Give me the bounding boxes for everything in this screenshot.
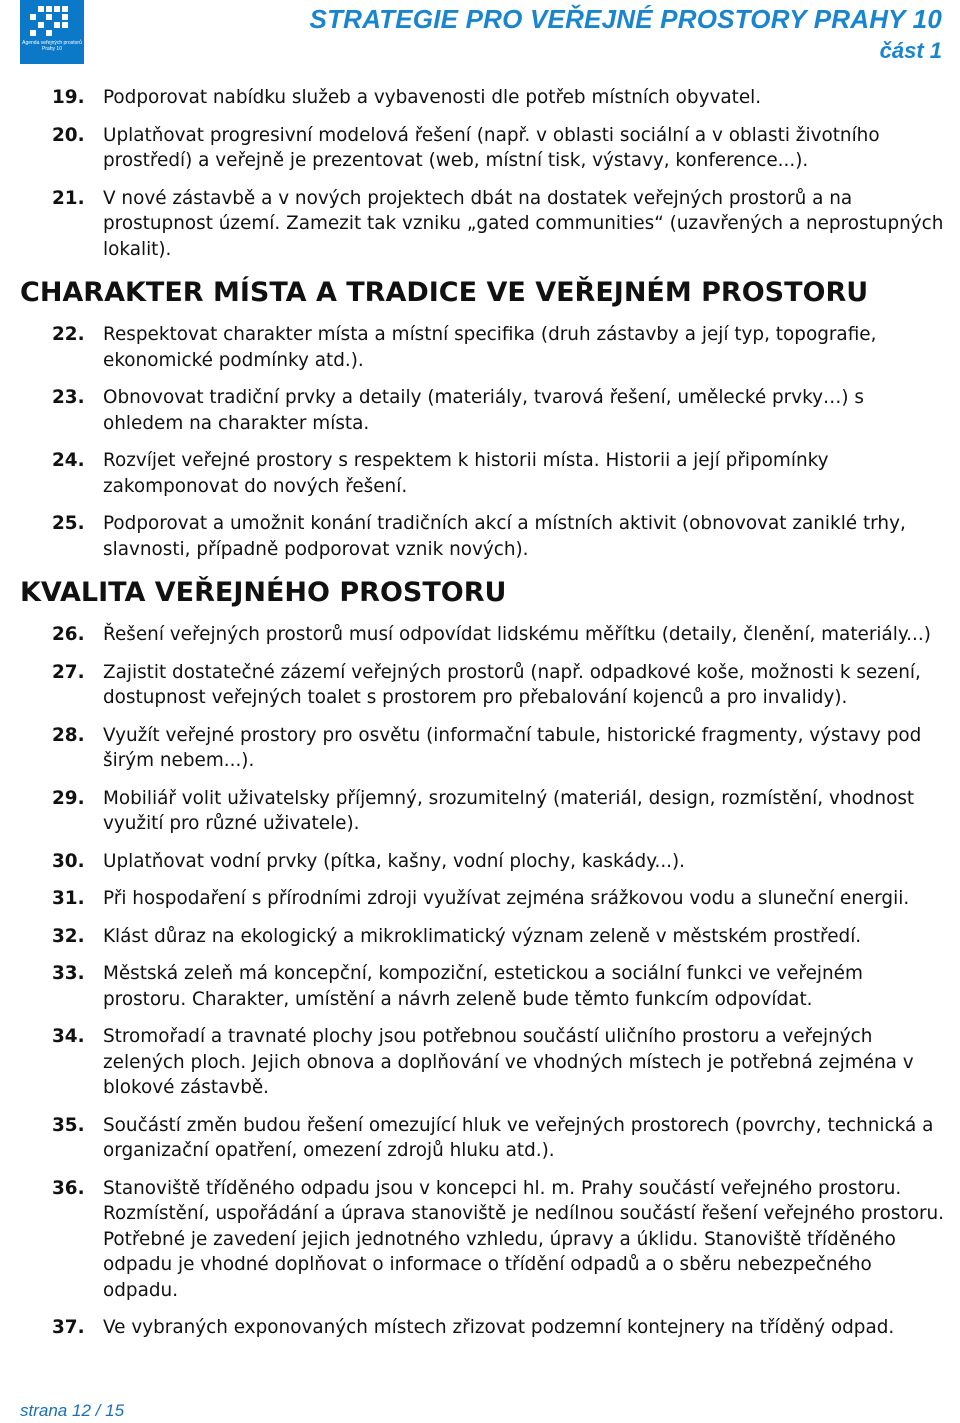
list-item <box>20 1024 945 1101</box>
item-text: Podporovat a umožnit konání tradičních akcí a místních aktivit (obnovovat zaniklé trhy, slavnosti, případně podporovat vznik nových). <box>103 513 906 560</box>
item-text: Využít veřejné prostory pro osvětu (informační tabule, historické fragmenty, výstavy pod širým nebem...). <box>103 724 922 771</box>
page-separator: / <box>95 1401 101 1420</box>
item-number: 25. <box>52 513 85 534</box>
item-number: 37. <box>52 1317 85 1338</box>
section-heading-charakter: CHARAKTER MÍSTA A TRADICE VE VEŘEJNÉM PROSTORU <box>20 277 869 308</box>
list-item <box>20 786 945 837</box>
list-item <box>20 723 945 774</box>
item-text: Klást důraz na ekologický a mikroklimatický význam zeleně v městském prostředí. <box>103 925 862 947</box>
document-body <box>20 85 945 1353</box>
item-number: 27. <box>52 661 85 683</box>
item-text: Součástí změn budou řešení omezující hluk ve veřejných prostorech (povrchy, technická a organizační opatření, omezení zdrojů hluku atd.). <box>103 1114 934 1161</box>
document-title: STRATEGIE PRO VEŘEJNÉ PROSTORY PRAHY 10 <box>309 4 942 34</box>
list-item <box>20 849 945 875</box>
item-number: 24. <box>52 450 85 471</box>
item-text: Podporovat nabídku služeb a vybavenosti dle potřeb místních obyvatel. <box>103 87 762 108</box>
list-item <box>20 622 945 648</box>
list-item <box>20 660 945 711</box>
item-number: 22. <box>52 324 85 345</box>
item-number: 26. <box>52 624 85 645</box>
list-a <box>20 85 945 262</box>
list-c <box>20 622 945 1341</box>
list-item <box>20 85 945 111</box>
item-number: 36. <box>52 1177 85 1199</box>
list-b <box>20 322 945 562</box>
item-text: Mobiliář volit uživatelsky příjemný, srozumitelný (materiál, design, rozmístění, vhodnost využití pro různé uživatele). <box>103 787 915 834</box>
list-item <box>20 511 945 562</box>
item-number: 35. <box>52 1114 85 1136</box>
list-item <box>20 1176 945 1304</box>
list-item <box>20 886 945 912</box>
list-item <box>20 448 945 499</box>
list-item <box>20 1113 945 1164</box>
logo-grid-icon <box>20 0 84 40</box>
page-number <box>20 1401 124 1421</box>
logo <box>20 0 84 64</box>
list-item <box>20 961 945 1012</box>
item-number: 20. <box>52 124 85 146</box>
page-label: strana <box>20 1401 68 1420</box>
page-current: 12 <box>71 1401 91 1420</box>
list-item <box>20 186 945 263</box>
list-item <box>20 385 945 436</box>
item-number: 32. <box>52 925 85 947</box>
list-item <box>20 322 945 373</box>
item-text: Zajistit dostatečné zázemí veřejných prostorů (např. odpadkové koše, možnosti k sezení, dostupnost veřejných toalet s prostorem pro přebalování kojenců a pro invalidy). <box>103 661 921 708</box>
item-text: V nové zástavbě a v nových projektech dbát na dostatek veřejných prostorů a na prostupnost území. Zamezit tak vzniku „gated communities“ (uzavřených a neprostupných lokalit). <box>103 187 944 260</box>
item-number: 31. <box>52 888 85 909</box>
item-number: 30. <box>52 850 85 872</box>
item-number: 19. <box>52 87 85 108</box>
item-number: 28. <box>52 724 85 746</box>
item-text: Stanoviště tříděného odpadu jsou v koncepci hl. m. Prahy součástí veřejného prostoru. Rozmístění, uspořádání a úprava stanoviště je nedílnou součástí řešení veřejného prostoru. Potřebné je zavedení jejich jednotného vzhledu, úpravy a úklidu. Stanoviště tříděného odpadu je vhodné doplňovat o informace o třídění odpadů a o sběru nebezpečného odpadu. <box>103 1177 945 1301</box>
item-number: 21. <box>52 187 85 209</box>
item-text: Uplatňovat vodní prvky (pítka, kašny, vodní plochy, kaskády...). <box>103 850 686 872</box>
list-item <box>20 123 945 174</box>
item-text: Uplatňovat progresivní modelová řešení (např. v oblasti sociální a v oblasti životního prostředí) a veřejně je prezentovat (web, místní tisk, výstavy, konference...). <box>103 124 880 171</box>
list-item <box>20 924 945 950</box>
item-number: 34. <box>52 1026 85 1047</box>
list-item <box>20 1315 945 1341</box>
logo-text: Agenda veřejných prostorů Prahy 10 <box>22 40 82 52</box>
section-heading-kvalita: KVALITA VEŘEJNÉHO PROSTORU <box>20 577 507 608</box>
item-number: 29. <box>52 787 85 809</box>
page-total: 15 <box>105 1401 125 1420</box>
item-number: 23. <box>52 387 85 408</box>
item-text: Stromořadí a travnaté plochy jsou potřebnou součástí uličního prostoru a veřejných zelených ploch. Jejich obnova a doplňování ve vhodných místech je potřebná zejména v blokové zástavbě. <box>103 1026 914 1098</box>
item-text: Při hospodaření s přírodními zdroji využívat zejména srážkovou vodu a sluneční energii. <box>103 888 910 909</box>
item-text: Ve vybraných exponovaných místech zřizovat podzemní kontejnery na tříděný odpad. <box>103 1317 895 1338</box>
item-text: Obnovovat tradiční prvky a detaily (materiály, tvarová řešení, umělecké prvky…) s ohledem na charakter místa. <box>103 387 864 434</box>
item-text: Řešení veřejných prostorů musí odpovídat lidskému měřítku (detaily, členění, materiály...) <box>103 624 931 645</box>
item-number: 33. <box>52 963 85 984</box>
item-text: Rozvíjet veřejné prostory s respektem k historii místa. Historii a její připomínky zakomponovat do nových řešení. <box>103 450 829 497</box>
item-text: Městská zeleň má koncepční, kompoziční, estetickou a sociální funkci ve veřejném prostoru. Charakter, umístění a návrh zeleně bude těmto funkcím odpovídat. <box>103 963 863 1010</box>
document-part: část 1 <box>879 38 942 63</box>
item-text: Respektovat charakter místa a místní specifika (druh zástavby a její typ, topografie, ekonomické podmínky atd.). <box>103 324 877 371</box>
